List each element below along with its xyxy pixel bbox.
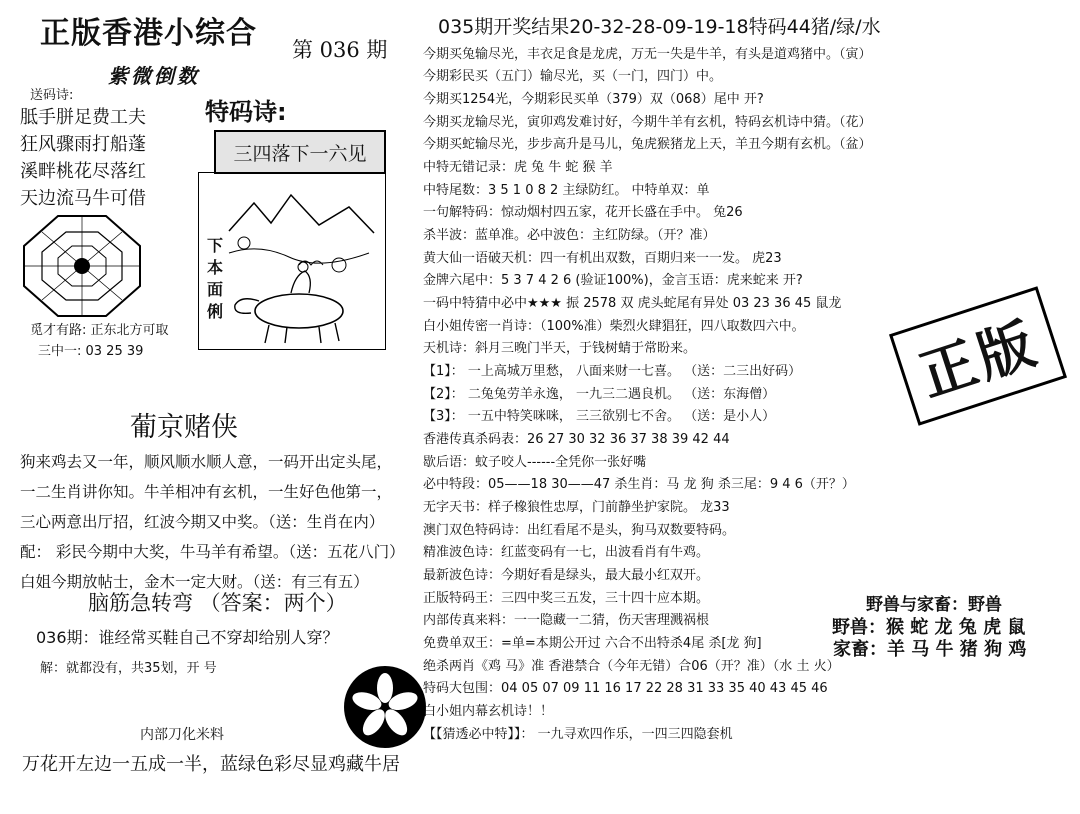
- story-body: [20, 447, 410, 597]
- riddle-title: 脑筋急转弯 （答案：两个）: [88, 591, 347, 615]
- texiao-box: [214, 130, 386, 174]
- tip-line: 绝杀两肖《鸡 马》准 香港禁合（今年无错）合06（开？准）（水 土 火）: [423, 659, 840, 674]
- tip-line: 最新波色诗：今期好看是绿头，最大最小红双开。: [423, 568, 710, 583]
- bauhinia-logo: [342, 664, 428, 750]
- tip-line: 免费单双王：=单=本期公开过 六合不出特杀4尾 杀[龙 狗]: [423, 636, 762, 651]
- story-line: 一二生肖讲你知。牛羊相冲有玄机，一生好色他第一，: [20, 483, 393, 501]
- tip-line: 今期买1254光，今期彩民买单（379）双（068）尾中 开?: [423, 92, 764, 107]
- riddle-question: 036期：谁经常买鞋自己不穿却给别人穿？: [36, 628, 339, 647]
- subtitle: 紫微倒数: [108, 64, 200, 88]
- tip-line: 天机诗：斜月三晚门半天，于钱树蜻于常盼来。: [423, 341, 697, 356]
- tip-line: 必中特段：05——18 30——47 杀生肖：马 龙 狗 杀三尾：9 4 6（开？）: [423, 477, 855, 492]
- tip-line: 正版特码王：三四中奖三五发，三十四十应本期。: [423, 591, 710, 606]
- poem: [20, 104, 146, 212]
- beast-domestic: 家畜：羊 马 牛 猪 狗 鸡: [833, 639, 1027, 660]
- tip-line: 歇后语：蚊子咬人------全凭你一张好嘴: [423, 455, 647, 470]
- page-title: 正版香港小综合: [40, 16, 257, 51]
- tip-line: 今期买兔输尽光，丰衣足食是龙虎，万无一失是牛羊，有头是道鸡猪中。（寅）: [423, 47, 872, 62]
- tip-line: 澳门双色特码诗：出红看尾不是头，狗马双数要特码。: [423, 523, 736, 538]
- texiao-box-text: 三四落下一六见: [233, 142, 367, 165]
- illustration: [198, 172, 386, 350]
- poem-line: 胝手胼足费工夫: [20, 107, 146, 128]
- beast-wild: 野兽：猴 蛇 龙 兔 虎 鼠: [832, 617, 1026, 638]
- tip-line: 特码大包围：04 05 07 09 11 16 17 22 28 31 33 35 40 43 45 46: [423, 681, 828, 696]
- tip-line: 杀半波：蓝单准。必中波色：主红防绿。（开？准）: [423, 228, 716, 243]
- tip-line: 今期买龙输尽光，寅卯鸡发难讨好，今期牛羊有玄机，特码玄机诗中猜。（花）: [423, 115, 872, 130]
- tip-line: 香港传真杀码表：26 27 30 32 36 37 38 39 42 44: [423, 432, 730, 447]
- genuine-stamp: 正版: [889, 286, 1067, 426]
- tip-line: 【【猜透必中特】】： 一九寻欢四作乐，一四三四隐套机: [423, 727, 733, 742]
- story-line: 配： 彩民今期中大奖，牛马羊有希望。（送：五花八门）: [20, 543, 405, 561]
- buffalo-illustration: [199, 173, 385, 349]
- tip-line: 一句解特码：惊动烟村四五家，花开长盛在手中。 兔26: [423, 205, 743, 220]
- bagua-octagon-icon: [18, 212, 146, 320]
- tip-line: 内部传真来料：一一隐藏一二猜，伤天害理溅祸根: [423, 613, 710, 628]
- riddle-answer: 解：就都没有，共35划，开 号: [40, 661, 217, 676]
- tip-line: 【1】： 一上高城万里愁， 八面来财一七喜。 （送：二三出好码）: [423, 364, 802, 379]
- story-title: 葡京赌侠: [130, 412, 238, 443]
- tip-line: 黄大仙一语破天机：四一有机出双数，百期归来一一发。 虎23: [423, 251, 782, 266]
- story-line: 白姐今期放帖士，金木一定大财。（送：有三有五）: [20, 573, 369, 591]
- story-line: 狗来鸡去又一年，顺风顺水顺人意，一码开出定头尾，: [20, 453, 393, 471]
- tip-line: 【3】： 一五中特笑咪咪， 三三欲别七不舍。 （送：是小人）: [423, 409, 776, 424]
- tip-line: 中特尾数：3 5 1 0 8 2 主绿防红。 中特单双：单: [423, 183, 710, 198]
- tip-line: 无字天书：样子橡狼性忠厚，门前静坐护家院。 龙33: [423, 500, 730, 515]
- texiao-label: 特码诗:: [205, 98, 287, 126]
- illustration-caption: 下本面俐: [207, 236, 224, 321]
- san-zhong-yi: 三中一: 03 25 39: [38, 344, 144, 359]
- tip-line: 今期彩民买（五门）输尽光，买（一门，四门）中。: [423, 69, 723, 84]
- issue-number: 第 036 期: [292, 38, 388, 62]
- poem-line: 溪畔桃花尽落红: [20, 161, 146, 182]
- draw-result: 035期开奖结果20-32-28-09-19-18特码44猪/绿/水: [438, 16, 881, 38]
- tip-line: 金牌六尾中：5 3 7 4 2 6 (验证100%)，金言玉语：虎来蛇来 开?: [423, 273, 803, 288]
- story-line: 三心两意出厅招，红波今期又中奖。（送：生肖在内）: [20, 513, 385, 531]
- tip-line: 【2】： 二兔兔劳羊永逸， 一九三二遇良机。 （送：东海僧）: [423, 387, 776, 402]
- daohua-heading: 内部刀化米料: [140, 727, 224, 743]
- poem-line: 狂风骤雨打船蓬: [20, 134, 146, 155]
- tip-line: 中特无错记录：虎 兔 牛 蛇 猴 羊: [423, 160, 613, 175]
- tip-line: 白小姐传密一肖诗：（100%准）柴烈火肆猖狂，四八取数四六中。: [423, 319, 805, 334]
- bauhinia-icon: [342, 664, 428, 750]
- tip-line: 今期买蛇输尽光，步步高升是马儿，兔虎猴猪龙上天，羊丑今期有玄机。（盆）: [423, 137, 872, 152]
- tip-line: 精准波色诗：红蓝变码有一七，出波看肖有牛鸡。: [423, 545, 710, 560]
- tip-line: 白小姐内幕玄机诗！！: [423, 704, 554, 719]
- bagua-hint: 觅才有路: 正东北方可取: [30, 323, 169, 338]
- daohua-line: 万花开左边一五成一半，蓝绿色彩尽显鸡藏牛居: [22, 754, 400, 775]
- poem-heading: 送码诗:: [30, 88, 74, 103]
- tip-line: 一码中特猜中必中★★★ 振 2578 双 虎头蛇尾有异处 03 23 36 45 鼠龙: [423, 296, 842, 311]
- beast-title: 野兽与家畜：野兽: [866, 595, 1002, 615]
- poem-line: 天边流马牛可借: [20, 188, 146, 209]
- bagua-diagram: [18, 212, 146, 320]
